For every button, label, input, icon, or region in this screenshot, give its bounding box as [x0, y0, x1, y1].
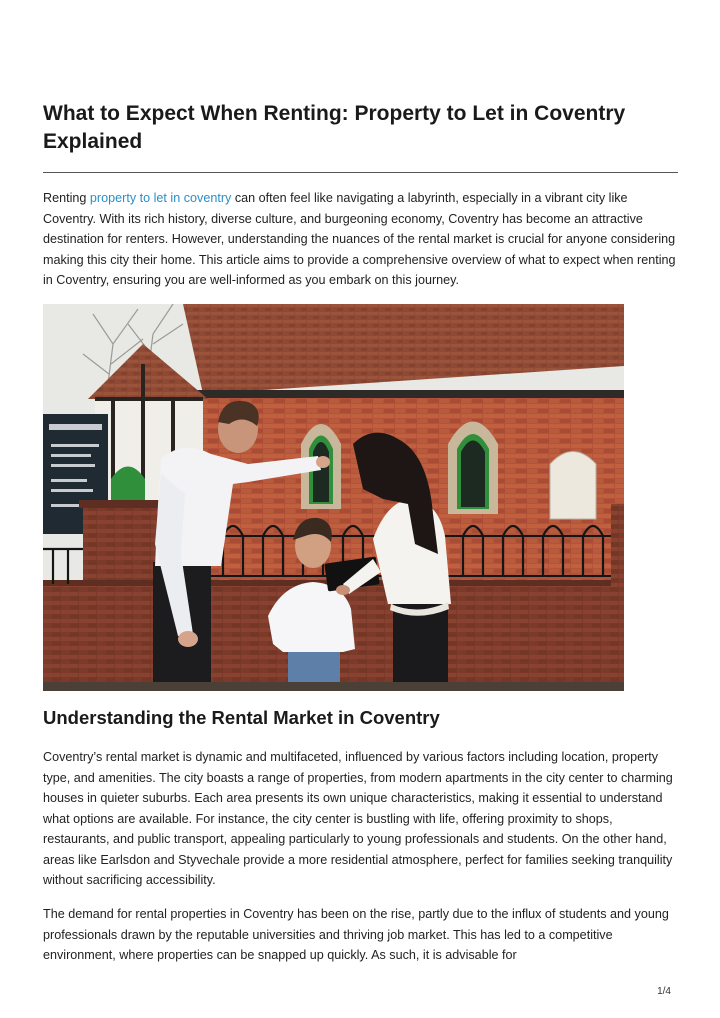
intro-text-after-link: can often feel like navigating a labyrinth, especially in a vibrant city like Coventry. With its rich history, diverse culture, and burgeoning economy, Coventry has become an attractive destination for renters. However, understanding the nuances of the rental market is crucial for anyone considering making this city their home. This article aims to provide a comprehensive overview of what to expect when renting in Coventry, ensuring you are well-informed as you embark on this journey.	[43, 191, 676, 287]
page-number: 1/4	[657, 986, 671, 997]
intro-paragraph	[43, 188, 681, 291]
title-divider	[43, 172, 678, 173]
section-heading: Understanding the Rental Market in Coventry	[43, 707, 440, 728]
section-paragraph: Coventry’s rental market is dynamic and multifaceted, influenced by various factors including location, property type, and amenities. The city boasts a range of properties, from modern apartments in the city center to charming houses in quieter suburbs. Each area presents its own unique characteristics, making it essential to understand what options are available. For instance, the city center is bustling with life, offering proximity to shops, restaurants, and public transport, appealing particularly to young professionals and students. On the other hand, areas like Earlsdon and Styvechale provide a more residential atmosphere, perfect for families seeking tranquility without sacrificing accessibility.	[43, 750, 673, 887]
intro-text-before-link: Renting	[43, 191, 90, 205]
article-photo	[43, 304, 624, 691]
property-link[interactable]: property to let in coventry	[89, 191, 232, 205]
section-paragraph: The demand for rental properties in Coventry has been on the rise, partly due to the influx of students and young professionals drawn by the reputable universities and thriving job market. This has led to a competitive environment, where properties can be snapped up quickly. As such, it is advisable for	[43, 907, 669, 962]
page-title: What to Expect When Renting: Property to Let in Coventry Explained	[43, 102, 626, 153]
